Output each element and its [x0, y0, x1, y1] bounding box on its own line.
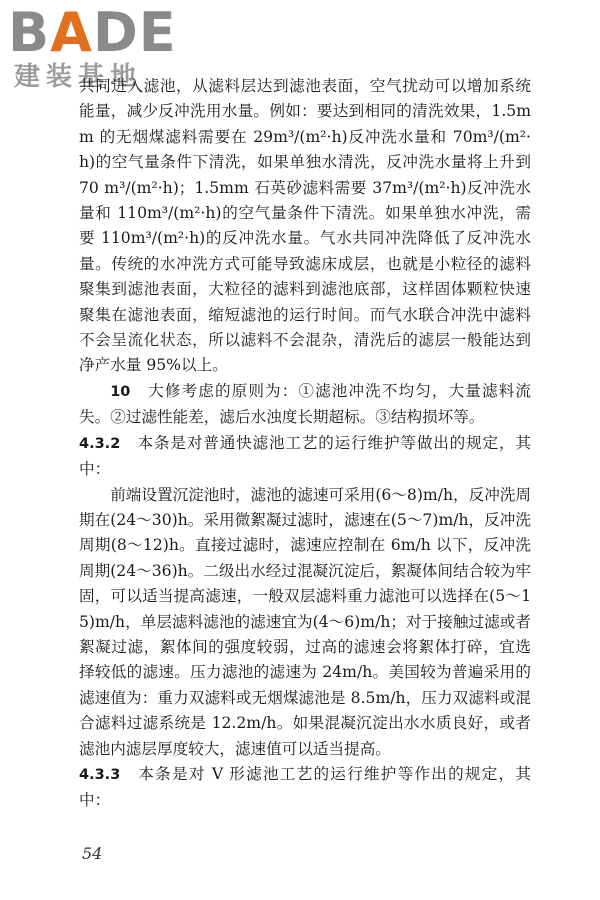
paragraph-filter-rate: 前端设置沉淀池时，滤池的滤速可采用(6～8)m/h，反冲洗周期在(24～30)h。采用微絮凝过滤时，滤速在(5～7)m/h，反冲洗周期(8～12)h。直接过滤时，滤速应控制在 6m/h 以下，反冲洗周期(24～36)h。二级出水经过混凝沉淀后，絮凝体间结合较为牢固，可以适当提高滤速，一般双层滤料重力滤池可以选择在(5～15)m/h，单层滤料滤池的滤速宜为(4～6)m/h；对于接触过滤或者絮凝过滤，絮体间的强度较弱，过高的滤速会将絮体打碎，宜选择较低的滤速。压力滤池的滤速为 24m/h。美国较为普遍采用的滤速值为：重力双滤料或无烟煤滤池是 8.5m/h，压力双滤料或混合滤料过滤系统是 12.2m/h。如果混凝沉淀出水水质良好，或者滤池内滤层厚度较大，滤速值可以适当提高。	[79, 485, 531, 758]
page-number: 54	[82, 844, 103, 863]
logo-subtitle: 建装基地	[14, 62, 143, 92]
clause-text: 本条是对普通快滤池工艺的运行维护等做出的规定，其中：	[79, 433, 531, 479]
paragraph-continuation: 共同进入滤池，从滤料层达到滤池表面，空气扰动可以增加系统能量，减少反冲洗用水量。例如：要达到相同的清洗效果，1.5mm 的无烟煤滤料需要在 29m³/(m²·h)反冲洗水量和 70m³/(m²·h)的空气量条件下清洗，如果单独水清洗，反冲洗水量将上升到 70 m³/(m²·h)；1.5mm 石英砂滤料需要 37m³/(m²·h)反冲洗水量和 110m³/(m²·h)的空气量条件下清洗。如果单独水冲洗，需要 110m³/(m²·h)的反冲洗水量。气水共同冲洗降低了反冲洗水量。传统的水冲洗方式可能导致滤床成层，也就是小粒径的滤料聚集到滤池表面，大粒径的滤料到滤池底部，这样固体颗粒快速聚集在滤池表面，缩短滤池的运行时间。而气水联合冲洗中滤料不会呈流化状态，所以滤料不会混杂，清洗后的滤层一般能达到净产水量 95%以上。	[79, 77, 531, 375]
document-body	[79, 74, 531, 814]
logo-accent-letter: A	[50, 1, 93, 64]
clause-number: 4.3.2	[79, 435, 121, 452]
item-text: 大修考虑的原则为：①滤池冲洗不均匀，大量滤料流失。②过滤性能差，滤后水浊度长期超标。③结构损坏等。	[79, 381, 531, 427]
clause-4-3-3	[79, 762, 531, 814]
item-10	[79, 379, 531, 431]
clause-number: 4.3.3	[79, 766, 121, 783]
logo-wordmark: BADE	[8, 1, 177, 64]
clause-4-3-2	[79, 431, 531, 483]
clause-text: 本条是对 V 形滤池工艺的运行维护等作出的规定，其中：	[79, 764, 531, 810]
item-number: 10	[110, 383, 131, 400]
